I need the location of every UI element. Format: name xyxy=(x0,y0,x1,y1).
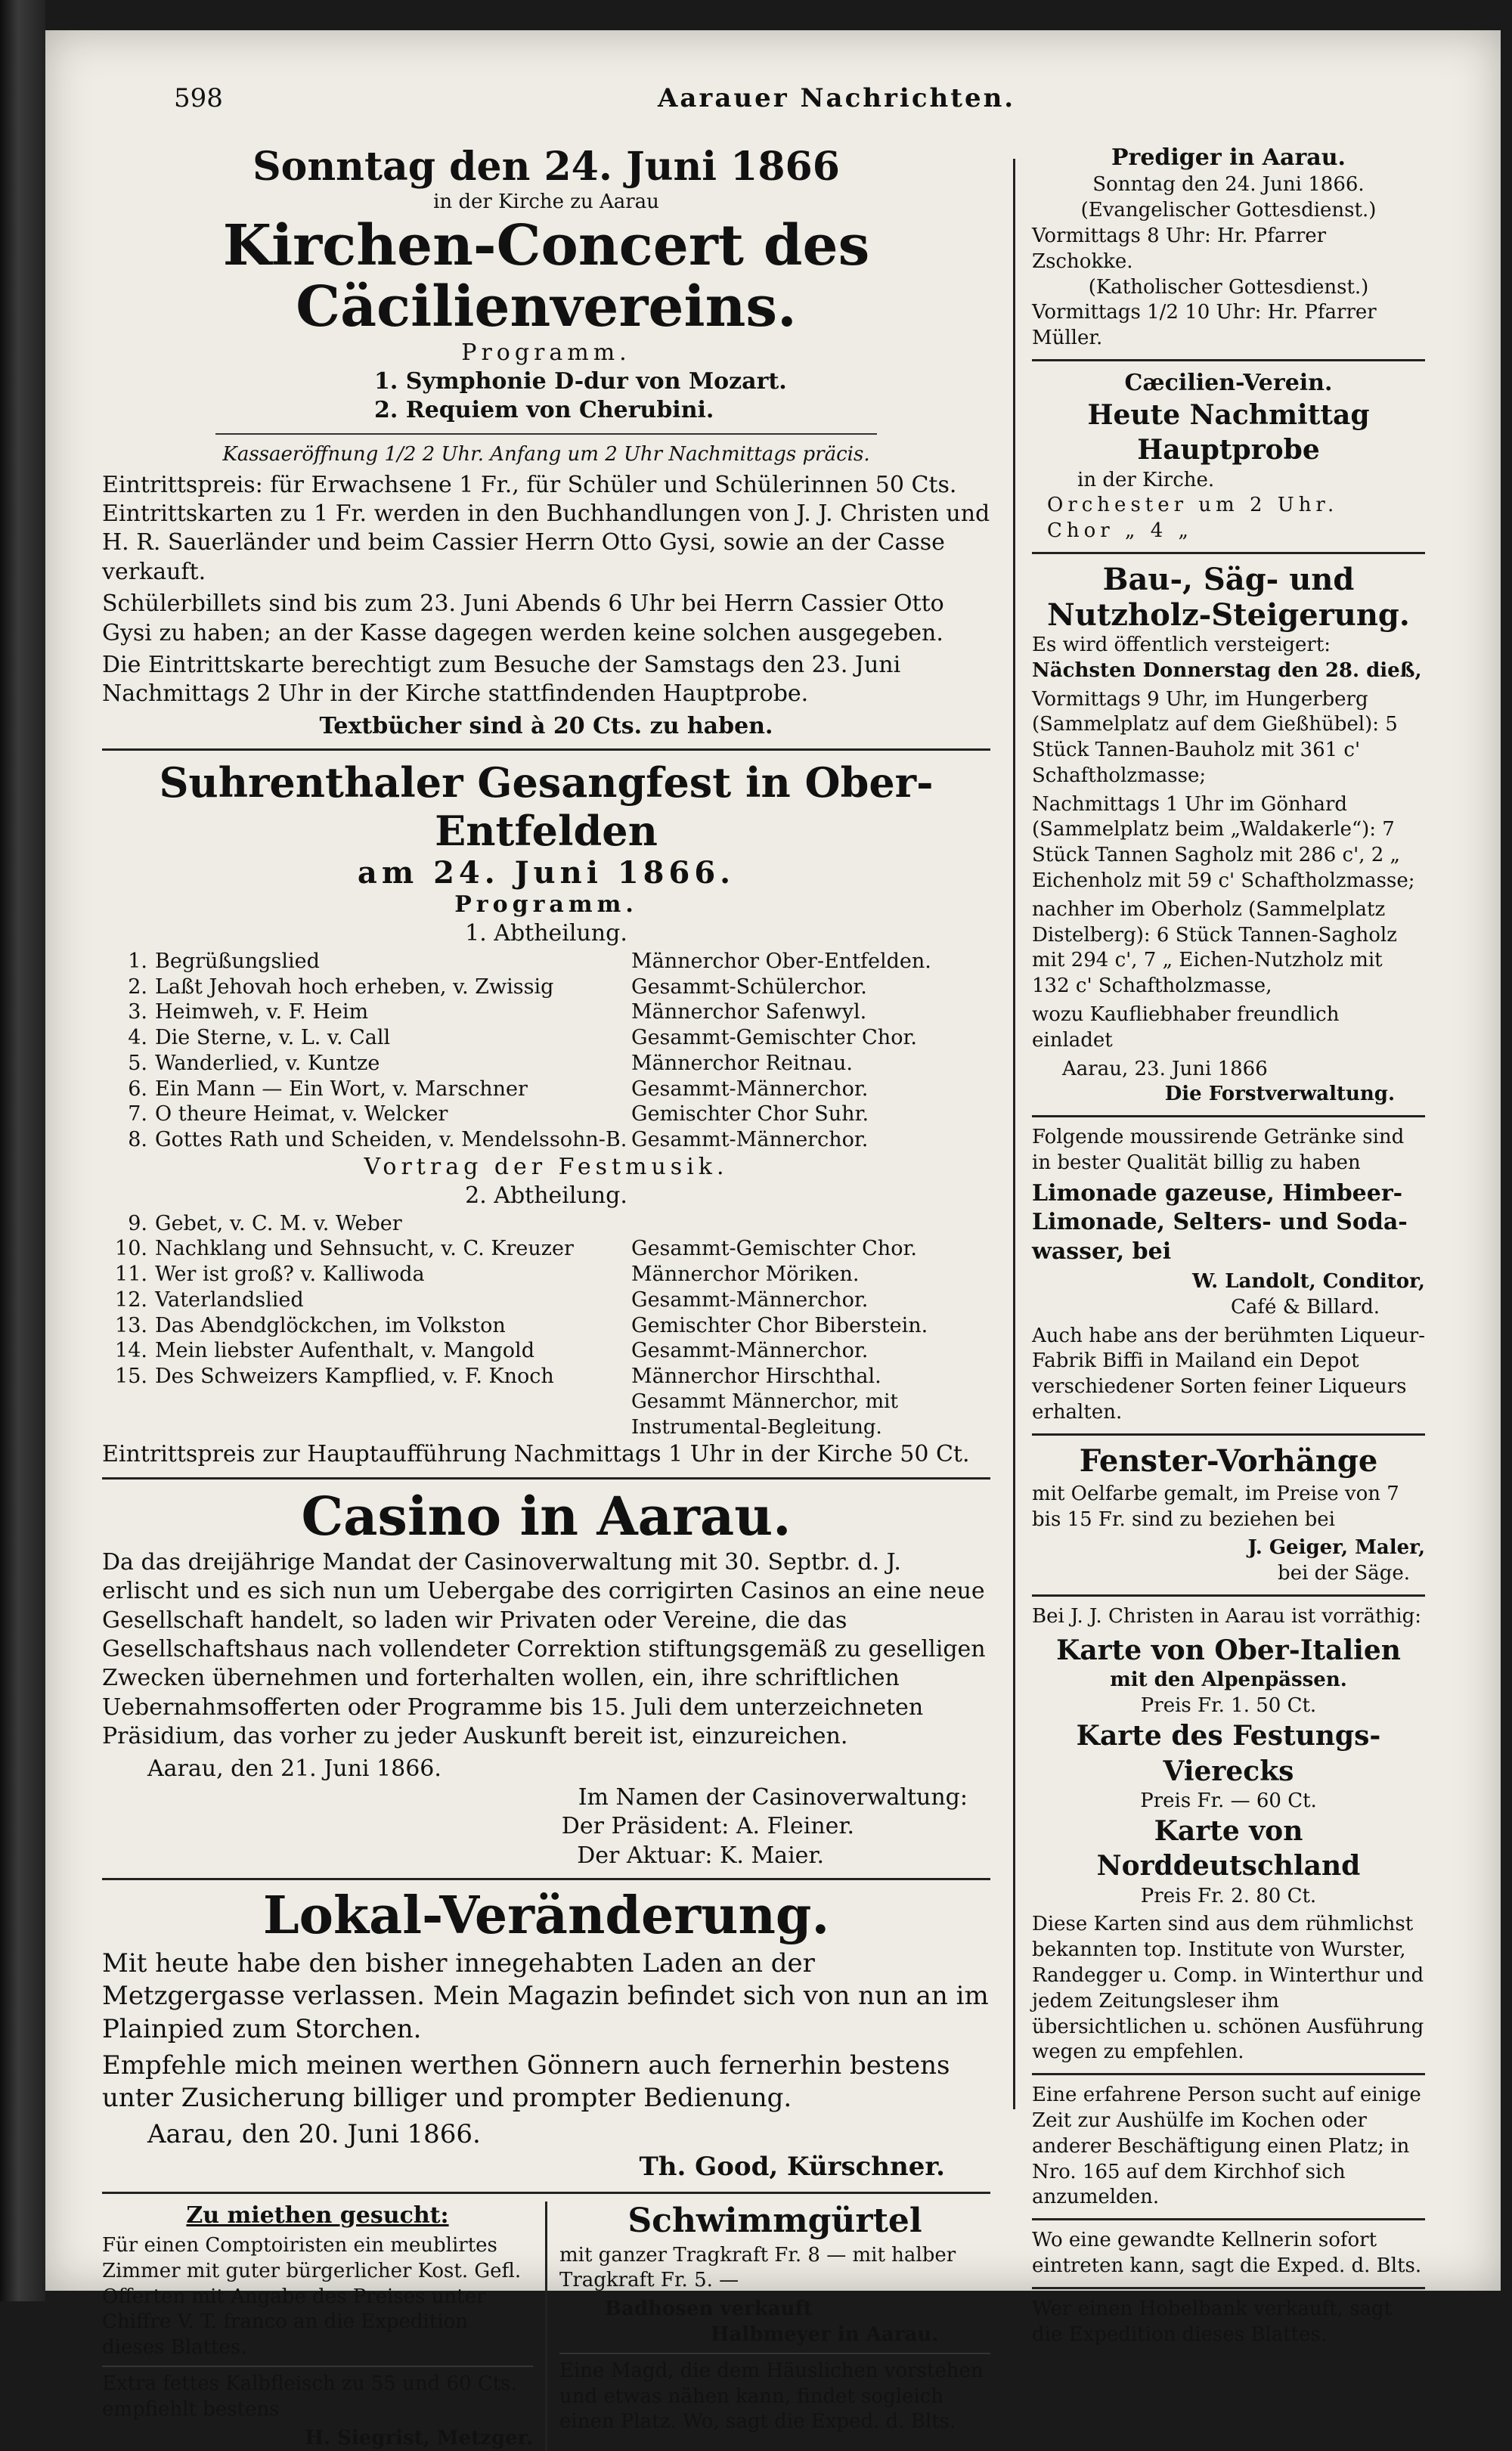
concert-title: Kirchen-Concert des Cäcilienvereins. xyxy=(222,212,870,340)
fest-program-row xyxy=(102,1077,990,1102)
page-number: 598 xyxy=(174,83,223,113)
fest-row-number: 5. xyxy=(128,1051,147,1075)
caecilien-l1: Orchester um 2 Uhr. xyxy=(1047,494,1339,517)
schwimm-seller: Badhosen verkauft xyxy=(605,2298,813,2321)
fest-title: Suhrenthaler Gesangfest in Ober-Entfelden xyxy=(159,758,934,856)
prediger-l2: Vormittags 8 Uhr: Hr. Pfarrer Zschokke. xyxy=(1032,224,1327,273)
fest-row-work: Ein Mann — Ein Wort, v. Marschner xyxy=(155,1077,528,1101)
fest-row-work: Gebet, v. C. M. v. Weber xyxy=(155,1211,402,1235)
fest-row-number: 10. xyxy=(115,1237,147,1261)
fest-last-performer: Gesammt Männerchor, mit Instrumental-Begleitung. xyxy=(631,1390,898,1439)
concert-place: in der Kirche zu Aarau xyxy=(433,191,659,213)
holz-body4: wozu Kaufliebhaber freundlich einladet xyxy=(1032,1003,1340,1052)
caecilien-title: Cæcilien-Verein. xyxy=(1124,369,1333,396)
concert-item-2: 2. Requiem von Cherubini. xyxy=(374,397,714,424)
fest-row-performer xyxy=(631,1211,990,1237)
concert-date: Sonntag den 24. Juni 1866 xyxy=(253,144,840,190)
caecilien-head: Heute Nachmittag Hauptprobe xyxy=(1087,399,1370,466)
fest-row-number: 8. xyxy=(128,1128,147,1152)
schwimm-body: mit ganzer Tragkraft Fr. 8 — mit halber Tragkraft Fr. 5. — xyxy=(559,2243,956,2292)
karten-intro: Bei J. J. Christen in Aarau ist vorräthig: xyxy=(1032,1604,1422,1628)
fest-program-row xyxy=(102,1287,990,1313)
fest-row-work: Vaterlandslied xyxy=(155,1287,304,1312)
casino-title: Casino in Aarau. xyxy=(301,1484,792,1548)
fest-row-performer: Gemischter Chor Suhr. xyxy=(631,1102,869,1126)
fest-list-part2 xyxy=(102,1211,990,1390)
fest-list-part1 xyxy=(102,949,990,1153)
holz-body2: Nachmittags 1 Uhr im Gönhard (Sammelplatz beim „Waldakerle“): 7 Stück Tannen Sagholz mit 286 c', 2 „ Eichenholz mit 59 c' Schaftholzmasse; xyxy=(1032,792,1415,893)
fest-part2: 2. Abtheilung. xyxy=(465,1182,627,1210)
fest-program-row xyxy=(102,1025,990,1051)
book-gutter xyxy=(0,0,45,2301)
lokal-title: Lokal-Veränderung. xyxy=(262,1886,830,1947)
fest-program-row xyxy=(102,1051,990,1077)
concert-rehearsal: Die Eintrittskarte berechtigt zum Besuche der Samstags den 23. Juni Nachmittags 2 Uhr in der Kirche stattfindenden Hauptprobe. xyxy=(102,651,901,708)
fenster-body: mit Oelfarbe gemalt, im Preise von 7 bis 15 Fr. sind zu beziehen bei xyxy=(1032,1482,1399,1531)
concert-item-1: 1. Symphonie D-dur von Mozart. xyxy=(374,367,787,395)
fest-row-number: 7. xyxy=(128,1102,147,1126)
concert-times: Kassaeröffnung 1/2 2 Uhr. Anfang um 2 Uhr Nachmittags präcis. xyxy=(222,442,870,466)
holz-day: Nächsten Donnerstag den 28. dieß, xyxy=(1032,658,1422,682)
prediger-l1: (Evangelischer Gottesdienst.) xyxy=(1080,199,1377,222)
karten-k2: Karte des Festungs-Vierecks xyxy=(1076,1720,1381,1787)
landolt-drinks: Limonade gazeuse, Himbeer-Limonade, Selters- und Soda-wasser, bei xyxy=(1032,1179,1408,1265)
schwimm-sign: Halbmeyer in Aarau. xyxy=(711,2322,939,2346)
fest-row-number: 12. xyxy=(115,1287,147,1312)
landolt-intro: Folgende moussirende Getränke sind in bester Qualität billig zu haben xyxy=(1032,1126,1405,1175)
fest-row-work: Nachklang und Sehnsucht, v. C. Kreuzer xyxy=(155,1237,574,1261)
fest-row-number: 3. xyxy=(128,1000,147,1024)
holz-sign: Die Forstverwaltung. xyxy=(1164,1083,1395,1106)
fest-row-work: Des Schweizers Kampflied, v. F. Knoch xyxy=(155,1365,554,1389)
miethen-body: Für einen Comptoiristen ein meublirtes Zimmer mit guter bürgerlicher Kost. Gefl. Offerten mit Angabe des Preises unter Chiffre V. T. franco an die Expedition dieses Blattes. xyxy=(102,2233,522,2360)
holz-body3: nachher im Oberholz (Sammelplatz Distelberg): 6 Stück Tannen-Sagholz mit 294 c', 7 „ Eichen-Nutzholz mit 132 c' Schaftholzmasse, xyxy=(1032,897,1397,998)
kellnerin-body: Wo eine gewandte Kellnerin sofort eintreten kann, sagt die Exped. d. Blts. xyxy=(1032,2229,1422,2277)
right-column xyxy=(1032,144,1425,2350)
fest-program-row xyxy=(102,1127,990,1153)
landolt-body: Auch habe ans der berühmten Liqueur-Fabrik Biffi in Mailand ein Depot verschiedener Sorten feiner Liqueurs erhalten. xyxy=(1032,1324,1425,1424)
fest-row-number: 11. xyxy=(115,1263,147,1287)
fest-festmusik: Vortrag der Festmusik. xyxy=(364,1153,729,1180)
holz-date: Aarau, 23. Juni 1866 xyxy=(1062,1057,1268,1080)
fest-row-work: Wanderlied, v. Kuntze xyxy=(155,1051,380,1075)
fest-row-work: Wer ist groß? v. Kalliwoda xyxy=(155,1263,425,1287)
holz-title: Bau-, Säg- und Nutzholz-Steigerung. xyxy=(1047,561,1410,633)
concert-program-label: Programm. xyxy=(461,339,631,366)
casino-actuar: Der Aktuar: K. Maier. xyxy=(577,1842,824,1869)
fest-part1: 1. Abtheilung. xyxy=(465,920,627,947)
lokal-body2: Empfehle mich meinen werthen Gönnern auch fernerhin bestens unter Zusicherung billiger und prompter Bedienung. xyxy=(102,2050,950,2114)
fenster-loc: bei der Säge. xyxy=(1278,1562,1410,1585)
prediger-l3: (Katholischer Gottesdienst.) xyxy=(1088,275,1369,299)
column-rule xyxy=(1013,159,1015,2109)
lokal-date: Aarau, den 20. Juni 1866. xyxy=(147,2118,481,2149)
fest-program-row xyxy=(102,1262,990,1287)
fest-row-performer: Männerchor Hirschthal. xyxy=(631,1365,881,1389)
fest-row-performer: Gesammt-Gemischter Chor. xyxy=(631,1026,917,1050)
miethen-title: Zu miethen gesucht: xyxy=(186,2202,449,2229)
prediger-title: Prediger in Aarau. xyxy=(1111,144,1346,171)
caecilien-sub: in der Kirche. xyxy=(1077,468,1215,491)
left-column xyxy=(102,144,990,2451)
fest-row-number: 1. xyxy=(128,949,147,973)
fest-row-performer: Gesammt-Männerchor. xyxy=(631,1287,869,1312)
fest-row-number: 13. xyxy=(115,1313,147,1337)
fest-row-performer: Gesammt-Männerchor. xyxy=(631,1128,869,1152)
fest-row-number: 9. xyxy=(128,1211,147,1235)
newspaper-title: Aarauer Nachrichten. xyxy=(658,83,1016,113)
casino-body: Da das dreijährige Mandat der Casinoverwaltung mit 30. Septbr. d. J. erlischt und es sich nun um Uebergabe des corrigirten Casinos an eine neue Gesellschaft handelt, so laden wir Privaten oder Vereine, die das Gesellschaftshaus nach vollendeter Correktion stiftungsgemäß zu geselligen Zwecken übernehmen und forterhalten wollen, ein, ihre schriftlichen Uebernahmsofferten oder Programme bis 15. Juli dem unterzeichneten Präsidium, das vorher zu jeder Auskunft bereit ist, einzureichen. xyxy=(102,1548,986,1750)
fest-row-performer: Gesammt-Gemischter Chor. xyxy=(631,1237,917,1261)
fest-row-work: Das Abendglöckchen, im Volkston xyxy=(155,1313,506,1337)
casino-sign: Im Namen der Casinoverwaltung: xyxy=(578,1783,968,1811)
fest-entry: Eintrittspreis zur Hauptaufführung Nachmittags 1 Uhr in der Kirche 50 Ct. xyxy=(102,1441,970,1468)
hobelbank-body: Wer einen Hobelbank verkauft, sagt die Expedition dieses Blattes. xyxy=(1032,2297,1393,2346)
prediger-l4: Vormittags 1/2 10 Uhr: Hr. Pfarrer Müller. xyxy=(1032,301,1377,350)
karten-k1: Karte von Ober-Italien xyxy=(1056,1634,1401,1666)
caecilien-l2: Chor „ 4 „ xyxy=(1047,519,1193,543)
fest-row-number: 2. xyxy=(128,975,147,999)
fest-program-row xyxy=(102,949,990,975)
fest-program-row xyxy=(102,1102,990,1127)
fest-program-row xyxy=(102,1313,990,1339)
fest-row-number: 15. xyxy=(115,1365,147,1389)
fest-row-performer: Gesammt-Schülerchor. xyxy=(631,975,867,999)
karten-k1price: Preis Fr. 1. 50 Ct. xyxy=(1140,1693,1317,1717)
holz-body1: Vormittags 9 Uhr, im Hungerberg (Sammelplatz auf dem Gießhübel): 5 Stück Tannen-Bauholz mit 361 c' Schaftholzmasse; xyxy=(1032,687,1398,787)
fenster-name: J. Geiger, Maler, xyxy=(1247,1536,1425,1560)
landolt-cafe: Café & Billard. xyxy=(1231,1295,1380,1318)
fest-program-row xyxy=(102,1338,990,1364)
fest-row-performer: Männerchor Reitnau. xyxy=(631,1051,853,1075)
fest-program-row xyxy=(102,999,990,1025)
fest-row-performer: Männerchor Ober-Entfelden. xyxy=(631,949,931,973)
fest-row-number: 14. xyxy=(115,1339,147,1363)
karten-body: Diese Karten sind aus dem rühmlichst bekannten top. Institute von Wurster, Randegger u. Comp. in Winterthur und jedem Zeitungsleser ihm übersichtlichen u. schönen Ausführung wegen zu empfehlen. xyxy=(1032,1913,1424,2064)
fest-row-work: Mein liebster Aufenthalt, v. Mangold xyxy=(155,1339,534,1363)
concert-entry: Eintrittspreis: für Erwachsene 1 Fr., für Schüler und Schülerinnen 50 Cts. Eintrittskarten zu 1 Fr. werden in den Buchhandlungen von J. J. Christen und H. R. Sauerländer und beim Cassier Herrn Otto Gysi, sowie an der Casse verkauft. xyxy=(102,471,990,585)
fest-program-row xyxy=(102,975,990,1000)
fest-row-work: Die Sterne, v. L. v. Call xyxy=(155,1026,391,1050)
fest-row-work: Laßt Jehovah hoch erheben, v. Zwissig xyxy=(155,975,554,999)
lokal-sign: Th. Good, Kürschner. xyxy=(639,2152,945,2183)
lokal-body: Mit heute habe den bisher innegehabten Laden an der Metzgergasse verlassen. Mein Magazin befindet sich von nun an im Plainpied zum Storchen. xyxy=(102,1947,989,2044)
kalb-body: Extra fettes Kalbfleisch zu 55 und 60 Cts. empfiehlt bestens xyxy=(102,2372,517,2421)
karten-k1sub: mit den Alpenpässen. xyxy=(1110,1668,1347,1691)
landolt-name: W. Landolt, Conditor, xyxy=(1191,1270,1425,1294)
concert-students: Schülerbillets sind bis zum 23. Juni Abends 6 Uhr bei Herrn Cassier Otto Gysi zu haben; an der Kasse dagegen werden keine solchen ausgegeben. xyxy=(102,590,944,646)
fest-program-row xyxy=(102,1364,990,1390)
fest-row-number: 4. xyxy=(128,1026,147,1050)
fest-program-row xyxy=(102,1236,990,1262)
fest-program: Programm. xyxy=(454,891,638,919)
fest-row-performer: Gemischter Chor Biberstein. xyxy=(631,1313,928,1337)
fenster-title: Fenster-Vorhänge xyxy=(1079,1442,1378,1479)
fest-row-number: 6. xyxy=(128,1077,147,1101)
casino-date: Aarau, den 21. Juni 1866. xyxy=(147,1755,442,1782)
prediger-date: Sonntag den 24. Juni 1866. xyxy=(1092,173,1365,197)
schwimm-title: Schwimmgürtel xyxy=(627,2201,922,2240)
fest-date: am 24. Juni 1866. xyxy=(357,855,736,891)
fest-row-performer: Männerchor Safenwyl. xyxy=(631,1000,867,1024)
person-body: Eine erfahrene Person sucht auf einige Zeit zur Aushülfe im Kochen oder anderer Beschäftigung einen Platz; in Nro. 165 auf dem Kirchhof sich anzumelden. xyxy=(1032,2084,1421,2209)
fest-program-row xyxy=(102,1211,990,1237)
concert-texts: Textbücher sind à 20 Cts. zu haben. xyxy=(319,712,773,739)
fest-row-work: Begrüßungslied xyxy=(155,949,320,973)
fest-row-performer: Gesammt-Männerchor. xyxy=(631,1077,869,1101)
magd-body: Eine Magd, die dem Häuslichen vorstehen und etwas nähen kann, findet sogleich einen Platz. Wo, sagt die Exped. d. Blts. xyxy=(559,2359,984,2434)
karten-k2price: Preis Fr. — 60 Ct. xyxy=(1140,1789,1317,1812)
fest-row-work: Gottes Rath und Scheiden, v. Mendelssohn-B. xyxy=(155,1128,627,1152)
fest-row-work: Heimweh, v. F. Heim xyxy=(155,1000,369,1024)
fest-row-work: O theure Heimat, v. Welcker xyxy=(155,1102,448,1126)
kalb-sign: H. Siegrist, Metzger. xyxy=(305,2426,533,2449)
fest-row-performer: Gesammt-Männerchor. xyxy=(631,1339,869,1363)
karten-k3price: Preis Fr. 2. 80 Ct. xyxy=(1140,1884,1317,1907)
karten-k3: Karte von Norddeutschland xyxy=(1096,1815,1361,1882)
fest-row-performer: Männerchor Möriken. xyxy=(631,1263,860,1287)
holz-intro: Es wird öffentlich versteigert: xyxy=(1032,633,1331,656)
casino-president: Der Präsident: A. Fleiner. xyxy=(561,1813,854,1840)
